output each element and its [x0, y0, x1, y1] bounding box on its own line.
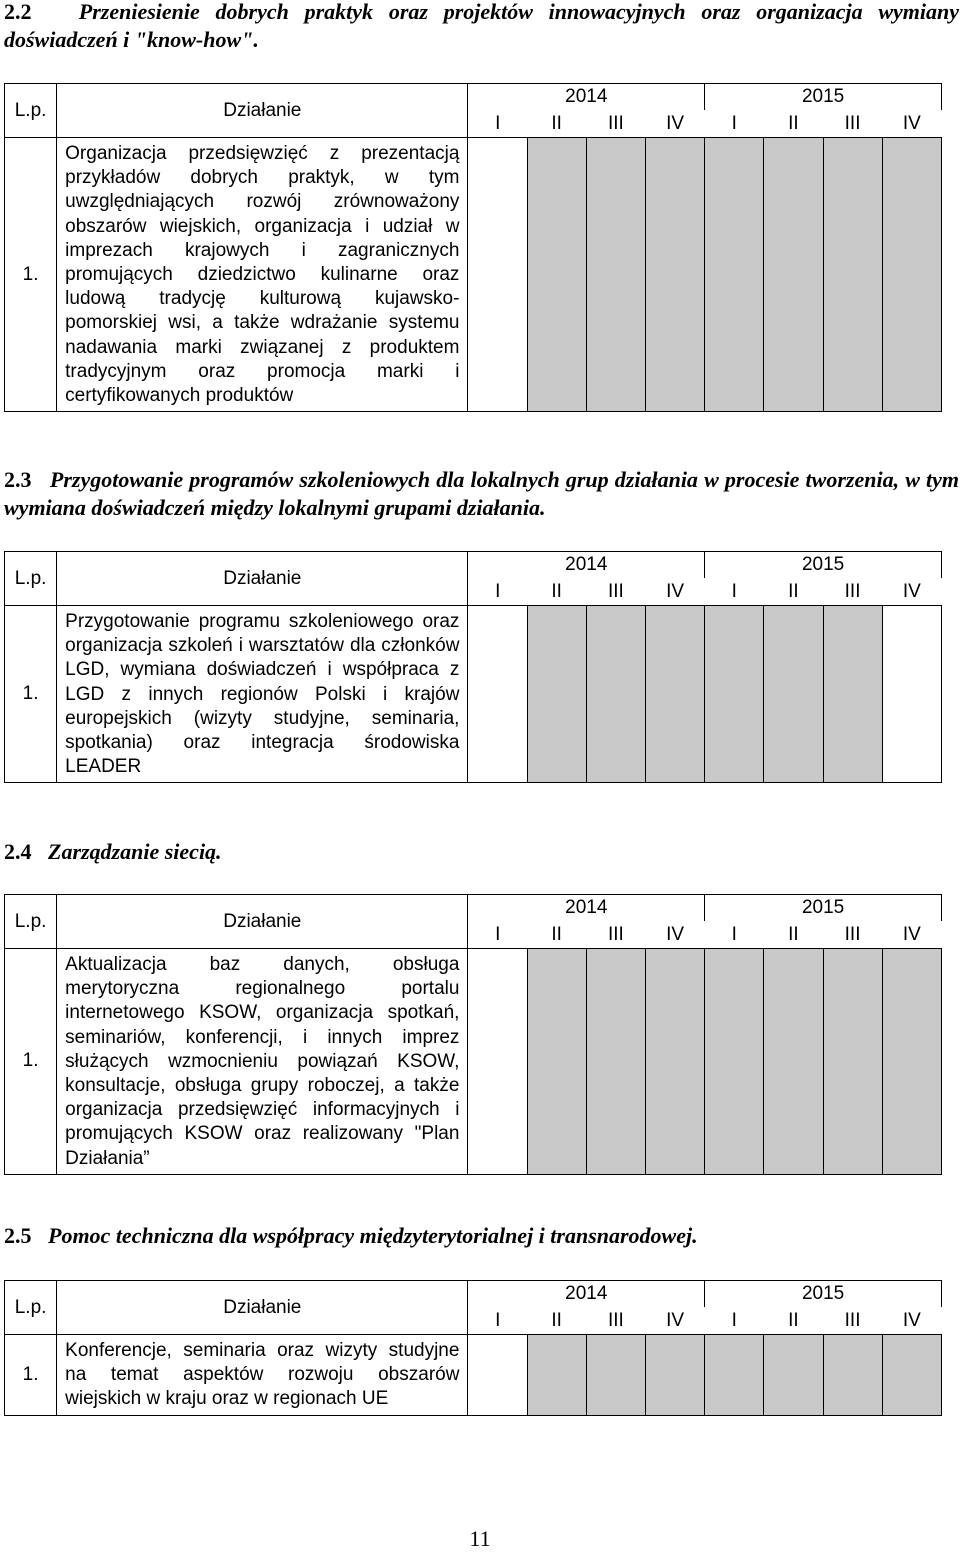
activity-description: Przygotowanie programu szkoleniowego oraz organizacja szkoleń i warsztatów dla członków LGD, wymiana doświadczeń i współpraca z LGD z innych regionów Polski i krajów europejskich (wizyty studyjne, seminaria, spotkania) oraz integracja środowiska LEADER: [57, 606, 468, 783]
row-number: 1.: [5, 1335, 57, 1416]
schedule-cell-active: [645, 606, 704, 783]
quarter-header: I: [468, 578, 527, 606]
dzialanie-header: Działanie: [57, 552, 468, 606]
quarter-header: IV: [645, 921, 704, 949]
quarter-header: IV: [645, 1307, 704, 1335]
section-heading: [4, 838, 959, 866]
schedule-cell-active: [823, 138, 882, 412]
year-header: 2015: [705, 552, 942, 579]
year-header: 2015: [705, 84, 942, 111]
schedule-cell-active: [823, 1335, 882, 1416]
quarter-header: IV: [645, 110, 704, 138]
quarter-header: II: [527, 110, 586, 138]
schedule-cell-active: [586, 606, 645, 783]
dzialanie-header: Działanie: [57, 1281, 468, 1335]
section-number: 2.2: [4, 0, 32, 24]
quarter-header: IV: [645, 578, 704, 606]
section-title: Zarządzanie siecią.: [48, 839, 222, 864]
lp-header: L.p.: [5, 895, 57, 949]
page-number: 11: [469, 1526, 491, 1551]
schedule-table: [4, 894, 942, 1175]
quarter-header: IV: [882, 110, 941, 138]
year-header: 2015: [705, 895, 942, 922]
schedule-cell-active: [527, 606, 586, 783]
quarter-header: III: [586, 578, 645, 606]
schedule-cell-active: [527, 1335, 586, 1416]
schedule-cell-active: [882, 138, 941, 412]
schedule-cell-active: [705, 138, 764, 412]
schedule-cell-active: [882, 949, 941, 1175]
schedule-table: [4, 551, 942, 783]
quarter-header: I: [705, 110, 764, 138]
schedule-table: [4, 1280, 942, 1416]
section-title: Przygotowanie programów szkoleniowych dla lokalnych grup działania w procesie tworzenia, w tym wymiana doświadczeń między lokalnymi grupami działania.: [4, 467, 960, 520]
schedule-cell-active: [705, 606, 764, 783]
section-heading: [4, 0, 959, 54]
year-header: 2014: [468, 552, 705, 579]
quarter-header: III: [823, 578, 882, 606]
schedule-cell-active: [764, 1335, 823, 1416]
quarter-header: I: [468, 1307, 527, 1335]
quarter-header: IV: [882, 578, 941, 606]
quarter-header: II: [764, 1307, 823, 1335]
quarter-header: II: [764, 110, 823, 138]
row-number: 1.: [5, 138, 57, 412]
schedule-cell-active: [645, 949, 704, 1175]
schedule-cell-active: [586, 138, 645, 412]
schedule-cell-active: [823, 606, 882, 783]
schedule-cell-active: [823, 949, 882, 1175]
schedule-cell-empty: [468, 606, 527, 783]
activity-description: Konferencje, seminaria oraz wizyty studyjne na temat aspektów rozwoju obszarów wiejskich w kraju oraz w regionach UE: [57, 1335, 468, 1416]
quarter-header: II: [527, 921, 586, 949]
quarter-header: II: [764, 578, 823, 606]
quarter-header: I: [468, 110, 527, 138]
schedule-cell-active: [645, 1335, 704, 1416]
schedule-cell-active: [705, 1335, 764, 1416]
schedule-table: [4, 83, 942, 412]
schedule-cell-empty: [468, 949, 527, 1175]
quarter-header: III: [586, 110, 645, 138]
year-header: 2014: [468, 84, 705, 111]
section-heading: [4, 466, 959, 522]
schedule-cell-empty: [468, 138, 527, 412]
schedule-cell-active: [764, 138, 823, 412]
quarter-header: III: [823, 1307, 882, 1335]
quarter-header: I: [705, 921, 764, 949]
section-number: 2.3: [4, 467, 32, 492]
schedule-cell-active: [705, 949, 764, 1175]
section-number: 2.4: [4, 839, 32, 864]
schedule-cell-active: [586, 1335, 645, 1416]
row-number: 1.: [5, 949, 57, 1175]
lp-header: L.p.: [5, 84, 57, 138]
section-title: Pomoc techniczna dla współpracy międzyterytorialnej i transnarodowej.: [48, 1223, 698, 1248]
year-header: 2014: [468, 895, 705, 922]
dzialanie-header: Działanie: [57, 84, 468, 138]
dzialanie-header: Działanie: [57, 895, 468, 949]
quarter-header: I: [705, 1307, 764, 1335]
quarter-header: IV: [882, 1307, 941, 1335]
quarter-header: II: [764, 921, 823, 949]
quarter-header: III: [823, 110, 882, 138]
quarter-header: III: [586, 1307, 645, 1335]
schedule-cell-active: [586, 949, 645, 1175]
section-heading: [4, 1222, 959, 1250]
lp-header: L.p.: [5, 552, 57, 606]
schedule-cell-active: [882, 1335, 941, 1416]
quarter-header: II: [527, 578, 586, 606]
section-title: Przeniesienie dobrych praktyk oraz projektów innowacyjnych oraz organizacja wymiany doświadczeń i "know-how".: [4, 0, 959, 52]
schedule-cell-active: [527, 138, 586, 412]
quarter-header: I: [705, 578, 764, 606]
quarter-header: III: [586, 921, 645, 949]
activity-description: Organizacja przedsięwzięć z prezentacją przykładów dobrych praktyk, w tym uwzględniających rozwój zrównoważony obszarów wiejskich, organizacja i udział w imprezach krajowych i zagranicznych promujących dziedzictwo kulinarne oraz ludową tradycję kulturową kujawsko-pomorskiej wsi, a także wdrażanie systemu nadawania marki związanej z produktem tradycyjnym oraz promocja marki i certyfikowanych produktów: [57, 138, 468, 412]
year-header: 2015: [705, 1281, 942, 1308]
schedule-cell-active: [764, 949, 823, 1175]
row-number: 1.: [5, 606, 57, 783]
quarter-header: I: [468, 921, 527, 949]
activity-description: Aktualizacja baz danych, obsługa merytoryczna regionalnego portalu internetowego KSOW, organizacja spotkań, seminariów, konferencji, i innych imprez służących wzmocnieniu powiązań KSOW, konsultacje, obsługa grupy roboczej, a także organizacja przedsięwzięć informacyjnych i promujących KSOW oraz realizowany "Plan Działania”: [57, 949, 468, 1175]
schedule-cell-empty: [468, 1335, 527, 1416]
schedule-cell-active: [645, 138, 704, 412]
schedule-cell-empty: [882, 606, 941, 783]
schedule-cell-active: [527, 949, 586, 1175]
quarter-header: III: [823, 921, 882, 949]
quarter-header: II: [527, 1307, 586, 1335]
year-header: 2014: [468, 1281, 705, 1308]
lp-header: L.p.: [5, 1281, 57, 1335]
schedule-cell-active: [764, 606, 823, 783]
quarter-header: IV: [882, 921, 941, 949]
section-number: 2.5: [4, 1223, 32, 1248]
